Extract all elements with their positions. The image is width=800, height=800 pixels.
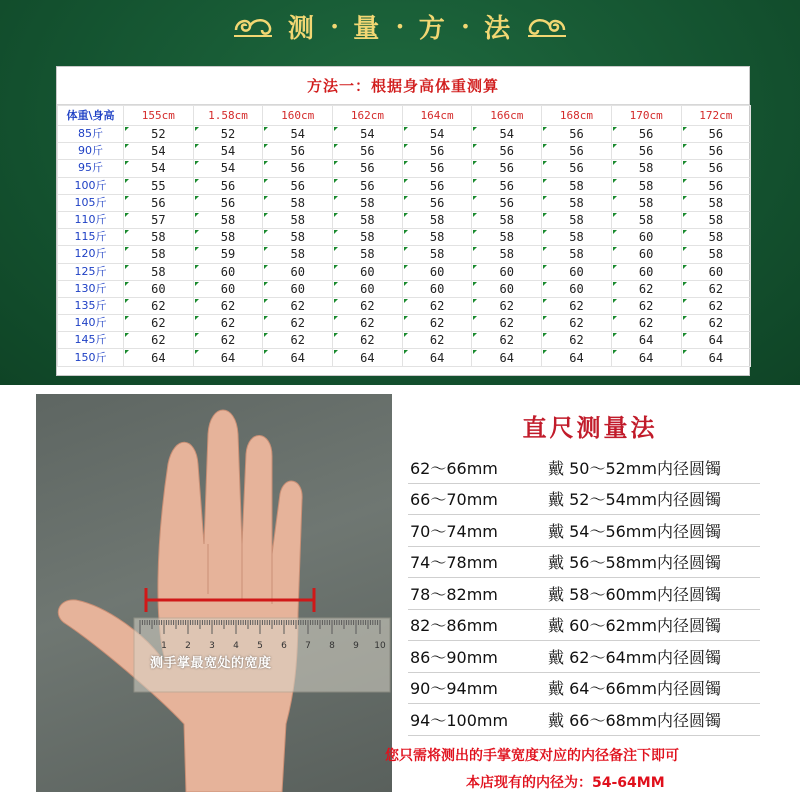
weight-cell: 140斤 (58, 315, 124, 332)
height-header: 164cm (402, 106, 472, 126)
size-cell: 58 (333, 211, 403, 228)
table-row (58, 229, 751, 246)
stock-note: 本店现有的内径为：54-64MM (466, 775, 665, 791)
size-cell: 54 (472, 126, 542, 143)
palm-width-range: 62～66mm (410, 458, 498, 478)
weight-cell: 105斤 (58, 194, 124, 211)
palm-width-range: 74～78mm (410, 553, 498, 573)
ruler-number: 9 (353, 641, 359, 651)
size-cell: 62 (124, 332, 194, 349)
ruler-number: 8 (329, 641, 335, 651)
bangle-size: 戴 66～68mm内径圆镯 (548, 710, 721, 730)
ruler-method-title: 直尺测量法 (522, 413, 658, 442)
hand-measure-photo (36, 394, 392, 792)
cloud-swirl-right-icon (526, 12, 568, 40)
size-cell: 58 (542, 211, 612, 228)
size-cell: 60 (611, 229, 681, 246)
size-cell: 58 (124, 263, 194, 280)
size-cell: 52 (193, 126, 263, 143)
instruction-note: 您只需将测出的手掌宽度对应的内径备注下即可 (385, 748, 679, 764)
size-cell: 56 (681, 126, 751, 143)
size-cell: 56 (611, 126, 681, 143)
size-cell: 58 (681, 194, 751, 211)
weight-cell: 120斤 (58, 246, 124, 263)
banner-char-1: 测 (287, 13, 316, 44)
size-cell: 56 (681, 160, 751, 177)
size-cell: 56 (124, 194, 194, 211)
banner-dot-2: • (395, 16, 405, 36)
table-row (58, 126, 751, 143)
height-header: 1.58cm (193, 106, 263, 126)
size-cell: 58 (611, 194, 681, 211)
palm-width-range: 78～82mm (410, 584, 498, 604)
ruler-number: 4 (233, 641, 239, 651)
table-row (58, 332, 751, 349)
weight-cell: 100斤 (58, 177, 124, 194)
table-row (58, 315, 751, 332)
palm-width-range: 86～90mm (410, 647, 498, 667)
weight-cell: 115斤 (58, 229, 124, 246)
height-header: 168cm (542, 106, 612, 126)
table-row (58, 160, 751, 177)
size-cell: 57 (124, 211, 194, 228)
size-cell: 54 (124, 143, 194, 160)
size-cell: 62 (681, 315, 751, 332)
size-cell: 54 (333, 126, 403, 143)
banner-dot-3: • (460, 16, 471, 36)
ruler-number: 7 (305, 641, 311, 651)
weight-cell: 110斤 (58, 211, 124, 228)
size-cell: 62 (611, 315, 681, 332)
size-cell: 60 (542, 263, 612, 280)
size-cell: 56 (402, 177, 472, 194)
size-cell: 62 (263, 297, 333, 314)
size-cell: 56 (333, 160, 403, 177)
size-cell: 56 (263, 177, 333, 194)
size-cell: 62 (542, 297, 612, 314)
banner-char-3: 方 (418, 13, 447, 44)
size-cell: 60 (263, 263, 333, 280)
size-cell: 60 (124, 280, 194, 297)
height-header: 172cm (681, 106, 751, 126)
table-row (58, 349, 751, 366)
table-row (58, 143, 751, 160)
size-cell: 62 (542, 332, 612, 349)
size-cell: 54 (193, 160, 263, 177)
ruler-number: 6 (281, 641, 287, 651)
size-cell: 58 (611, 160, 681, 177)
size-cell: 58 (124, 229, 194, 246)
weight-cell: 135斤 (58, 297, 124, 314)
size-cell: 60 (263, 280, 333, 297)
size-cell: 58 (263, 194, 333, 211)
weight-cell: 125斤 (58, 263, 124, 280)
size-cell: 58 (542, 177, 612, 194)
size-cell: 62 (472, 297, 542, 314)
ruler-number: 5 (257, 641, 263, 651)
size-cell: 56 (193, 177, 263, 194)
size-cell: 56 (333, 143, 403, 160)
size-cell: 60 (681, 263, 751, 280)
size-cell: 62 (193, 332, 263, 349)
size-cell: 62 (402, 297, 472, 314)
table-row (58, 263, 751, 280)
ruler-number: 10 (374, 641, 386, 651)
size-cell: 54 (402, 126, 472, 143)
size-cell: 62 (333, 315, 403, 332)
size-cell: 62 (681, 297, 751, 314)
list-item (408, 578, 760, 610)
size-cell: 58 (611, 177, 681, 194)
list-item (408, 515, 760, 547)
weight-cell: 130斤 (58, 280, 124, 297)
size-cell: 58 (472, 211, 542, 228)
height-header: 155cm (124, 106, 194, 126)
size-cell: 52 (124, 126, 194, 143)
size-cell: 55 (124, 177, 194, 194)
size-cell: 56 (472, 143, 542, 160)
table-row (58, 211, 751, 228)
list-item (408, 484, 760, 516)
size-cell: 58 (333, 246, 403, 263)
size-cell: 62 (542, 315, 612, 332)
table-row (58, 194, 751, 211)
height-header: 166cm (472, 106, 542, 126)
size-cell: 56 (611, 143, 681, 160)
size-cell: 64 (681, 349, 751, 366)
size-cell: 56 (193, 194, 263, 211)
hand-illustration (36, 394, 392, 792)
size-cell: 58 (542, 194, 612, 211)
height-header: 162cm (333, 106, 403, 126)
palm-width-range: 70～74mm (410, 521, 498, 541)
size-cell: 56 (542, 160, 612, 177)
size-cell: 60 (611, 263, 681, 280)
method-one-title: 方法一：根据身高体重测算 (57, 67, 749, 105)
ruler-number: 1 (161, 641, 167, 651)
size-cell: 58 (472, 246, 542, 263)
size-cell: 58 (542, 229, 612, 246)
size-cell: 58 (263, 246, 333, 263)
banner-title (0, 6, 800, 46)
bangle-size: 戴 52～54mm内径圆镯 (548, 490, 721, 510)
bangle-size: 戴 54～56mm内径圆镯 (548, 521, 721, 541)
ruler-method-list (408, 452, 760, 736)
size-cell: 56 (402, 194, 472, 211)
size-cell: 62 (333, 332, 403, 349)
size-cell: 58 (681, 229, 751, 246)
size-cell: 58 (124, 246, 194, 263)
size-cell: 58 (333, 229, 403, 246)
table-row (58, 177, 751, 194)
size-cell: 60 (472, 280, 542, 297)
size-cell: 54 (124, 160, 194, 177)
size-cell: 58 (263, 211, 333, 228)
size-cell: 54 (193, 143, 263, 160)
weight-cell: 85斤 (58, 126, 124, 143)
list-item (408, 704, 760, 736)
height-header: 170cm (611, 106, 681, 126)
size-cell: 64 (681, 332, 751, 349)
list-item (408, 641, 760, 673)
size-cell: 60 (193, 263, 263, 280)
palm-width-range: 90～94mm (410, 679, 498, 699)
corner-header: 体重\身高 (58, 106, 124, 126)
size-cell: 56 (472, 160, 542, 177)
size-cell: 59 (193, 246, 263, 263)
size-cell: 64 (611, 332, 681, 349)
size-cell: 64 (124, 349, 194, 366)
size-cell: 64 (402, 349, 472, 366)
size-cell: 58 (611, 211, 681, 228)
bangle-size: 戴 58～60mm内径圆镯 (548, 584, 721, 604)
size-cell: 62 (681, 280, 751, 297)
size-cell: 58 (193, 229, 263, 246)
palm-width-range: 66～70mm (410, 490, 498, 510)
table-body (58, 126, 751, 367)
size-cell: 64 (542, 349, 612, 366)
banner-dot-1: • (329, 16, 340, 36)
size-cell: 56 (681, 177, 751, 194)
ruler-number: 2 (185, 641, 191, 651)
size-cell: 64 (193, 349, 263, 366)
size-cell: 56 (472, 194, 542, 211)
size-cell: 58 (542, 246, 612, 263)
size-cell: 58 (402, 246, 472, 263)
bangle-size: 戴 62～64mm内径圆镯 (548, 647, 721, 667)
size-cell: 60 (611, 246, 681, 263)
size-cell: 58 (472, 229, 542, 246)
height-header: 160cm (263, 106, 333, 126)
bangle-size: 戴 56～58mm内径圆镯 (548, 553, 721, 573)
bangle-size: 戴 64～66mm内径圆镯 (548, 679, 721, 699)
table-row (58, 297, 751, 314)
table-row (58, 280, 751, 297)
size-cell: 62 (472, 332, 542, 349)
size-cell: 60 (472, 263, 542, 280)
size-cell: 54 (263, 126, 333, 143)
weight-cell: 95斤 (58, 160, 124, 177)
green-banner (0, 0, 800, 385)
weight-cell: 150斤 (58, 349, 124, 366)
size-cell: 64 (472, 349, 542, 366)
size-cell: 58 (263, 229, 333, 246)
size-cell: 62 (333, 297, 403, 314)
size-cell: 62 (611, 297, 681, 314)
size-cell: 56 (333, 177, 403, 194)
list-item (408, 673, 760, 705)
size-cell: 58 (193, 211, 263, 228)
size-cell: 58 (402, 211, 472, 228)
size-cell: 62 (193, 297, 263, 314)
size-cell: 56 (542, 143, 612, 160)
weight-cell: 90斤 (58, 143, 124, 160)
size-cell: 62 (402, 315, 472, 332)
bangle-size: 戴 60～62mm内径圆镯 (548, 616, 721, 636)
weight-cell: 145斤 (58, 332, 124, 349)
size-cell: 62 (193, 315, 263, 332)
size-cell: 60 (333, 263, 403, 280)
list-item (408, 610, 760, 642)
size-cell: 62 (263, 332, 333, 349)
size-cell: 56 (263, 160, 333, 177)
banner-char-4: 法 (484, 13, 513, 44)
list-item (408, 547, 760, 579)
cloud-swirl-left-icon (232, 12, 274, 40)
size-table (57, 105, 751, 367)
table-row (58, 246, 751, 263)
list-item (408, 452, 760, 484)
size-cell: 60 (333, 280, 403, 297)
size-cell: 62 (611, 280, 681, 297)
size-cell: 56 (263, 143, 333, 160)
size-table-card (56, 66, 750, 376)
palm-width-range: 94～100mm (410, 710, 509, 730)
size-cell: 58 (402, 229, 472, 246)
size-cell: 56 (472, 177, 542, 194)
size-cell: 56 (402, 160, 472, 177)
size-cell: 60 (542, 280, 612, 297)
size-cell: 58 (681, 246, 751, 263)
size-cell: 64 (263, 349, 333, 366)
size-cell: 58 (681, 211, 751, 228)
palm-width-range: 82～86mm (410, 616, 498, 636)
size-cell: 58 (333, 194, 403, 211)
size-cell: 56 (402, 143, 472, 160)
banner-char-2: 量 (353, 13, 382, 44)
size-cell: 64 (333, 349, 403, 366)
ruler-number: 3 (209, 641, 215, 651)
photo-caption: 测手掌最宽处的宽度 (150, 656, 272, 671)
size-cell: 62 (402, 332, 472, 349)
size-cell: 60 (402, 280, 472, 297)
size-cell: 56 (681, 143, 751, 160)
bangle-size: 戴 50～52mm内径圆镯 (548, 458, 721, 478)
table-header-row (58, 106, 751, 126)
size-cell: 56 (542, 126, 612, 143)
size-cell: 60 (402, 263, 472, 280)
size-cell: 64 (611, 349, 681, 366)
size-cell: 62 (124, 297, 194, 314)
size-cell: 62 (472, 315, 542, 332)
size-cell: 62 (124, 315, 194, 332)
size-cell: 62 (263, 315, 333, 332)
size-cell: 60 (193, 280, 263, 297)
